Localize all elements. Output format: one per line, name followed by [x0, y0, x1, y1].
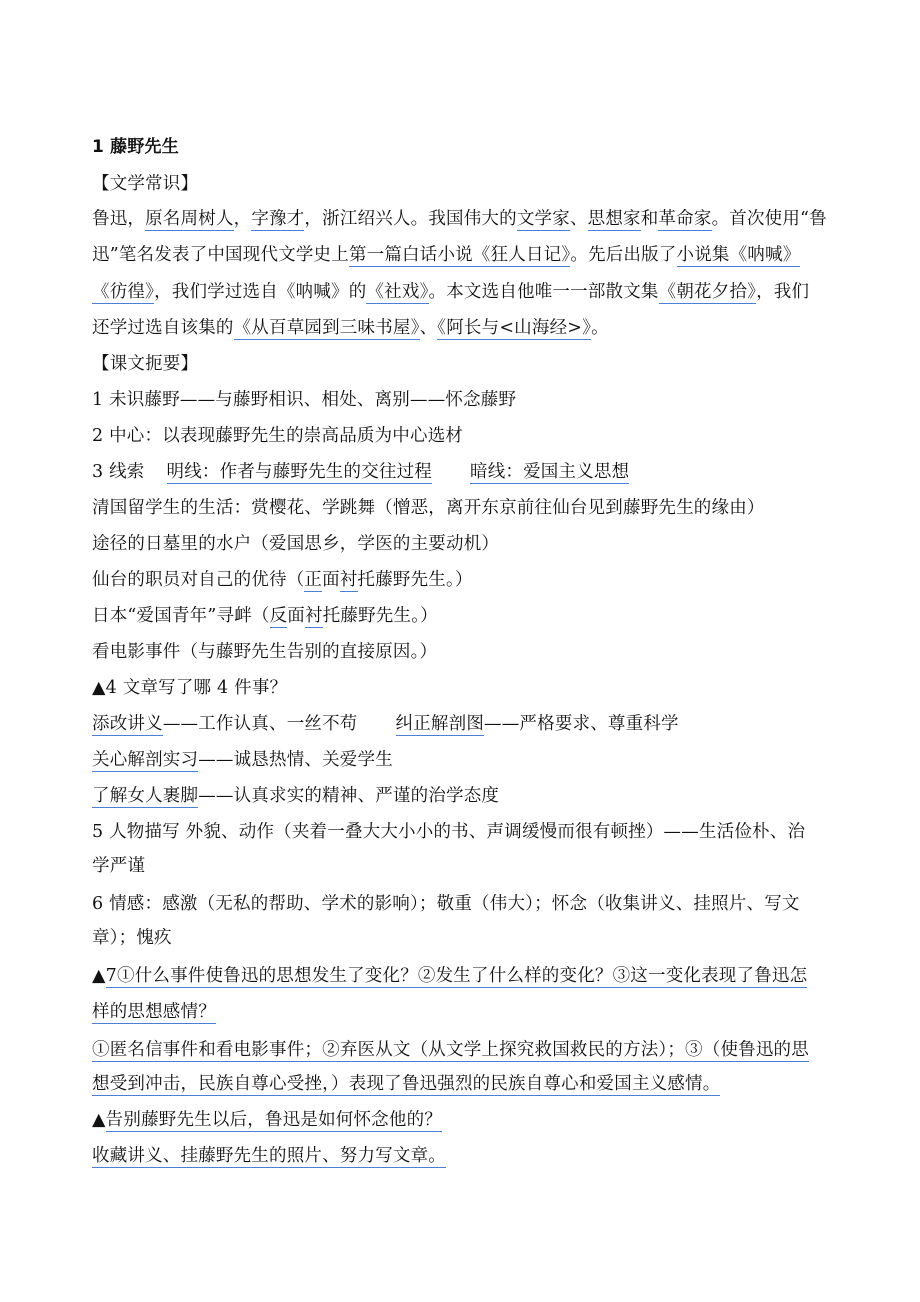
underlined-text: 革命家 — [658, 209, 712, 229]
summary-line-8: 看电影事件（与藤野先生告别的直接原因。） — [92, 642, 438, 662]
text: 。先后出版了 — [570, 245, 677, 265]
summary-line-14: 学严谨 — [92, 856, 146, 876]
underlined-text: 原名周树人 — [145, 209, 234, 229]
text: 、 — [419, 318, 438, 338]
question-8 — [92, 1109, 852, 1131]
underlined-text: 关心解剖实习 — [92, 750, 199, 770]
text: ——诚恳热情、关爱学生 — [198, 750, 393, 770]
heading-literature: 【文学常识】 — [92, 174, 199, 194]
event-line-3 — [92, 785, 852, 807]
text: ——工作认真、一丝不苟 — [162, 714, 358, 734]
summary-line-15: 6 情感：感激（无私的帮助、学术的影响）；敬重（伟大）；怀念（收集讲义、挂照片、写文 — [92, 894, 800, 914]
text: 托藤野先生。） — [322, 606, 438, 626]
paragraph-line — [92, 208, 852, 230]
summary-line-2: 2 中心：以表现藤野先生的崇高品质为中心选材 — [92, 426, 464, 446]
underlined-text: 《阿长与<山海经>》 — [437, 318, 592, 338]
text: 和 — [640, 209, 659, 229]
underlined-text: 正 — [304, 570, 323, 590]
underlined-text: 《从百草园到三味书屋》 — [233, 318, 420, 338]
underlined-text: 反 — [269, 606, 288, 626]
question-7-line-1 — [92, 965, 852, 987]
underlined-text: 思想家 — [587, 209, 641, 229]
summary-line-13: 5 人物描写 外貌、动作（夹着一叠大大小小的书、声调缓慢而很有顿挫）——生活俭朴、治 — [92, 822, 806, 842]
text: ，我们学过选自《呐喊》的 — [154, 282, 367, 302]
answer-8 — [92, 1145, 852, 1167]
underlined-text: 告别藤野先生以后，鲁迅是如何怀念他的？ — [105, 1110, 442, 1130]
text: 托藤野先生。） — [357, 570, 473, 590]
underlined-text: 了解女人裹脚 — [92, 786, 199, 806]
paragraph-line — [92, 244, 852, 266]
text: 。首次使用“鲁 — [711, 209, 827, 229]
underlined-text: 想受到冲击，民族自尊心受挫，）表现了鲁迅强烈的民族自尊心和爱国主义感情。 — [92, 1074, 721, 1094]
paragraph-line — [92, 281, 852, 303]
section-title: 1 藤野先生 — [92, 137, 179, 157]
summary-line-6 — [92, 569, 852, 591]
heading-summary: 【课文扼要】 — [92, 354, 199, 374]
summary-line-7 — [92, 605, 852, 627]
underlined-text: 第一篇白话小说《狂人日记》 — [348, 245, 571, 265]
text: 鲁迅， — [92, 209, 146, 229]
underlined-text: 文学家 — [516, 209, 570, 229]
underlined-text: 《彷徨》 — [92, 282, 155, 302]
underlined-text: 明线：作者与藤野先生的交往过程 — [166, 462, 432, 482]
summary-line-4: 清国留学生的生活：赏樱花、学跳舞（憎恶，离开东京前往仙台见到藤野先生的缘由） — [92, 498, 765, 518]
triangle-icon: ▲ — [92, 966, 106, 986]
event-line-1 — [92, 713, 852, 735]
text: ， — [233, 209, 252, 229]
summary-line-3 — [92, 461, 852, 483]
text: 还学过选自该集的 — [92, 318, 234, 338]
question-7-line-2 — [92, 1001, 852, 1023]
text: ——严格要求、尊重科学 — [484, 714, 679, 734]
triangle-icon: ▲ — [92, 1110, 106, 1130]
text: 、 — [569, 209, 588, 229]
text: 仙台的职员对自己的优待（ — [92, 570, 305, 590]
answer-7-line-2 — [92, 1073, 852, 1095]
answer-7-line-1 — [92, 1039, 852, 1061]
underlined-text: 《朝花夕拾》 — [658, 282, 757, 302]
text: ，浙江绍兴人。我国伟大的 — [304, 209, 517, 229]
text: 迅”笔名发表了中国现代文学史上 — [92, 245, 349, 265]
underlined-text: 纠正解剖图 — [395, 714, 485, 734]
text: ，我们 — [756, 282, 810, 302]
text: 日本“爱国青年”寻衅（ — [92, 606, 270, 626]
text: ——认真求实的精神、严谨的治学态度 — [198, 786, 500, 806]
event-line-2 — [92, 749, 852, 771]
underlined-text: 衬 — [339, 570, 358, 590]
text: 。本文选自他唯一一部散文集 — [428, 282, 659, 302]
underlined-text: 小说集《呐喊》 — [676, 245, 801, 265]
underlined-text: 收藏讲义、挂藤野先生的照片、努力写文章。 — [92, 1146, 446, 1166]
text: 。 — [591, 318, 609, 338]
text: 面 — [322, 570, 340, 590]
question-4: ▲4 文章写了哪 4 件事？ — [92, 678, 288, 698]
underlined-text: 7①什么事件使鲁迅的思想发生了变化？②发生了什么样的变化？③这一变化表现了鲁迅怎 — [105, 966, 808, 986]
underlined-text: 暗线：爱国主义思想 — [470, 462, 630, 482]
paragraph-line — [92, 317, 852, 339]
summary-line-1: 1 未识藤野——与藤野相识、相处、离别——怀念藤野 — [92, 390, 517, 410]
summary-line-16: 章）；愧疚 — [92, 928, 172, 948]
text: 面 — [287, 606, 305, 626]
underlined-text: 衬 — [305, 606, 323, 626]
summary-line-5: 途径的日墓里的水户（爱国思乡，学医的主要动机） — [92, 534, 500, 554]
underlined-text: 样的思想感情？ — [92, 1002, 216, 1022]
underlined-text: ①匿名信事件和看电影事件；②弃医从文（从文学上探究救国救民的方法）；③（使鲁迅的思 — [92, 1040, 809, 1060]
underlined-text: 添改讲义 — [92, 714, 163, 734]
text: 3 线索 — [92, 462, 145, 482]
underlined-text: 《社戏》 — [366, 282, 429, 302]
underlined-text: 字豫才 — [251, 209, 305, 229]
